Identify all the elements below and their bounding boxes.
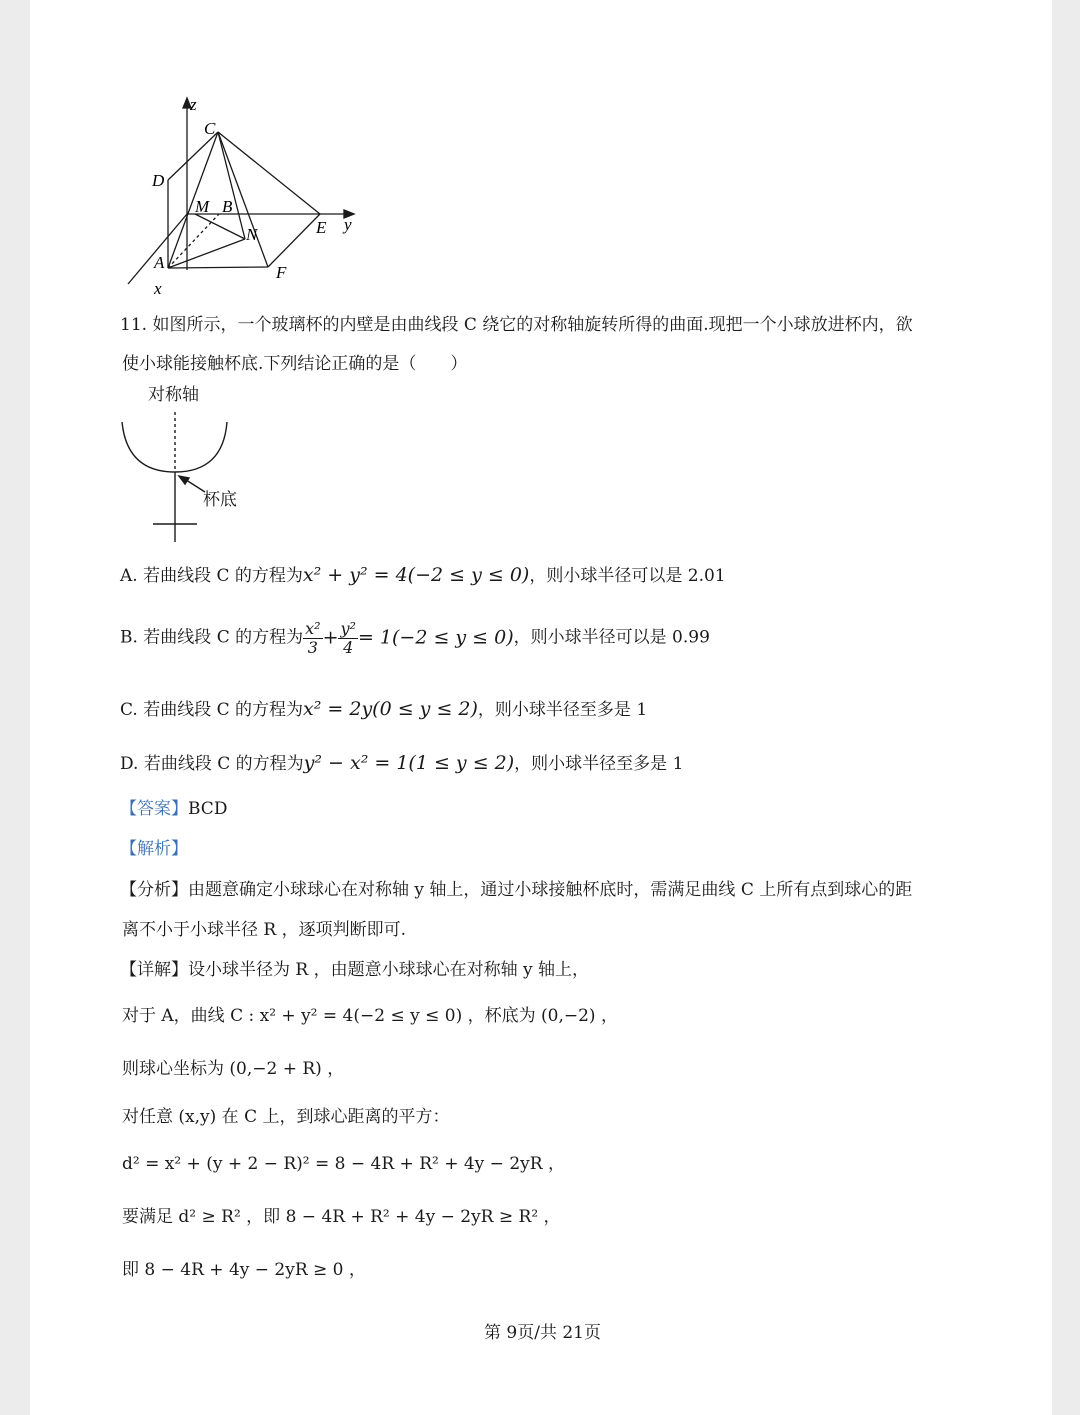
answer-tag: 【答案】 <box>120 799 188 819</box>
edge-AF <box>168 267 268 268</box>
cup-bottom-label: 杯底 <box>203 490 237 510</box>
label-D: D <box>152 171 165 190</box>
option-c: C. 若曲线段 C 的方程为x² = 2y(0 ≤ y ≤ 2)，则小球半径至多是 1 <box>120 698 648 720</box>
answer-line <box>120 801 227 818</box>
option-d: D. 若曲线段 C 的方程为y² − x² = 1(1 ≤ y ≤ 2)，则小球半径至多是 1 <box>120 752 684 774</box>
edge-CA <box>168 132 218 268</box>
label-N: N <box>246 225 258 244</box>
label-B: B <box>222 197 233 216</box>
question-text-1: 如图所示，一个玻璃杯的内壁是由曲线段 C 绕它的对称轴旋转所得的曲面.现把一个小球放进杯内，欲 <box>152 315 913 335</box>
answer-value: BCD <box>188 799 228 819</box>
fenxi-line2: 离不小于小球半径 R ，逐项判断即可. <box>122 920 407 940</box>
cup-curve <box>122 422 227 472</box>
xiangjie-line6: 要满足 d² ≥ R² ，即 8 − 4R + R² + 4y − 2yR ≥ R² ， <box>122 1207 561 1227</box>
question-11-line1 <box>120 317 913 334</box>
document-page <box>30 0 1052 1415</box>
label-x: x <box>154 279 162 298</box>
edge-DC <box>168 132 218 180</box>
pointer-arrow <box>179 476 189 484</box>
question-number: 11. <box>120 315 148 335</box>
fraction-x2-over-3: $\frac{\text{x²}}{3}$ <box>305 619 321 657</box>
edge-FE <box>268 214 320 267</box>
xiangjie-line5: d² = x² + (y + 2 − R)² = 8 − 4R + R² + 4y − 2yR ， <box>122 1154 565 1174</box>
x-axis <box>128 214 187 284</box>
edge-CN <box>218 132 245 239</box>
xiangjie-line1: 【详解】设小球半径为 R ，由题意小球球心在对称轴 y 轴上， <box>120 960 590 980</box>
label-y: y <box>344 215 352 234</box>
fenxi-line1: 【分析】由题意确定小球球心在对称轴 y 轴上，通过小球接触杯底时，需满足曲线 C 上所有点到球心的距 <box>120 880 913 900</box>
label-z: z <box>190 95 197 114</box>
symmetry-axis-label: 对称轴 <box>148 385 199 405</box>
edge-MN <box>195 214 245 239</box>
xiangjie-line2: 对于 A，曲线 C : x² + y² = 4(−2 ≤ y ≤ 0) ，杯底为 (0,−2) ， <box>122 1006 618 1026</box>
label-C: C <box>204 119 216 138</box>
option-a: A. 若曲线段 C 的方程为x² + y² = 4(−2 ≤ y ≤ 0)，则小球半径可以是 2.01 <box>120 564 726 586</box>
fraction-y2-over-4: $\frac{\text{y²}}{4}$ <box>340 619 356 657</box>
analysis-tag: 【解析】 <box>120 839 188 859</box>
page-footer: 第 9页/共 21页 <box>484 1323 601 1343</box>
xiangjie-line7: 即 8 − 4R + 4y − 2yR ≥ 0 ， <box>122 1260 366 1280</box>
cup-figure <box>115 410 285 545</box>
xiangjie-line4: 对任意 (x,y) 在 C 上，到球心距离的平方： <box>122 1107 450 1127</box>
question-11-line2: 使小球能接触杯底.下列结论正确的是（ ） <box>122 354 468 374</box>
geometry-figure <box>120 90 352 300</box>
xiangjie-line3: 则球心坐标为 (0,−2 + R) ， <box>122 1059 345 1079</box>
option-b: B. 若曲线段 C 的方程为 $\frac{\text{x²}}{3}$ + $\frac{\text{y²}}{4}$ = 1(−2 ≤ y ≤ 0)，则小球半径可以是 0.99 <box>120 619 710 657</box>
label-F: F <box>276 263 287 282</box>
label-M: M <box>195 197 210 216</box>
label-A: A <box>154 253 165 272</box>
edge-AN <box>168 239 245 268</box>
label-E: E <box>316 218 327 237</box>
